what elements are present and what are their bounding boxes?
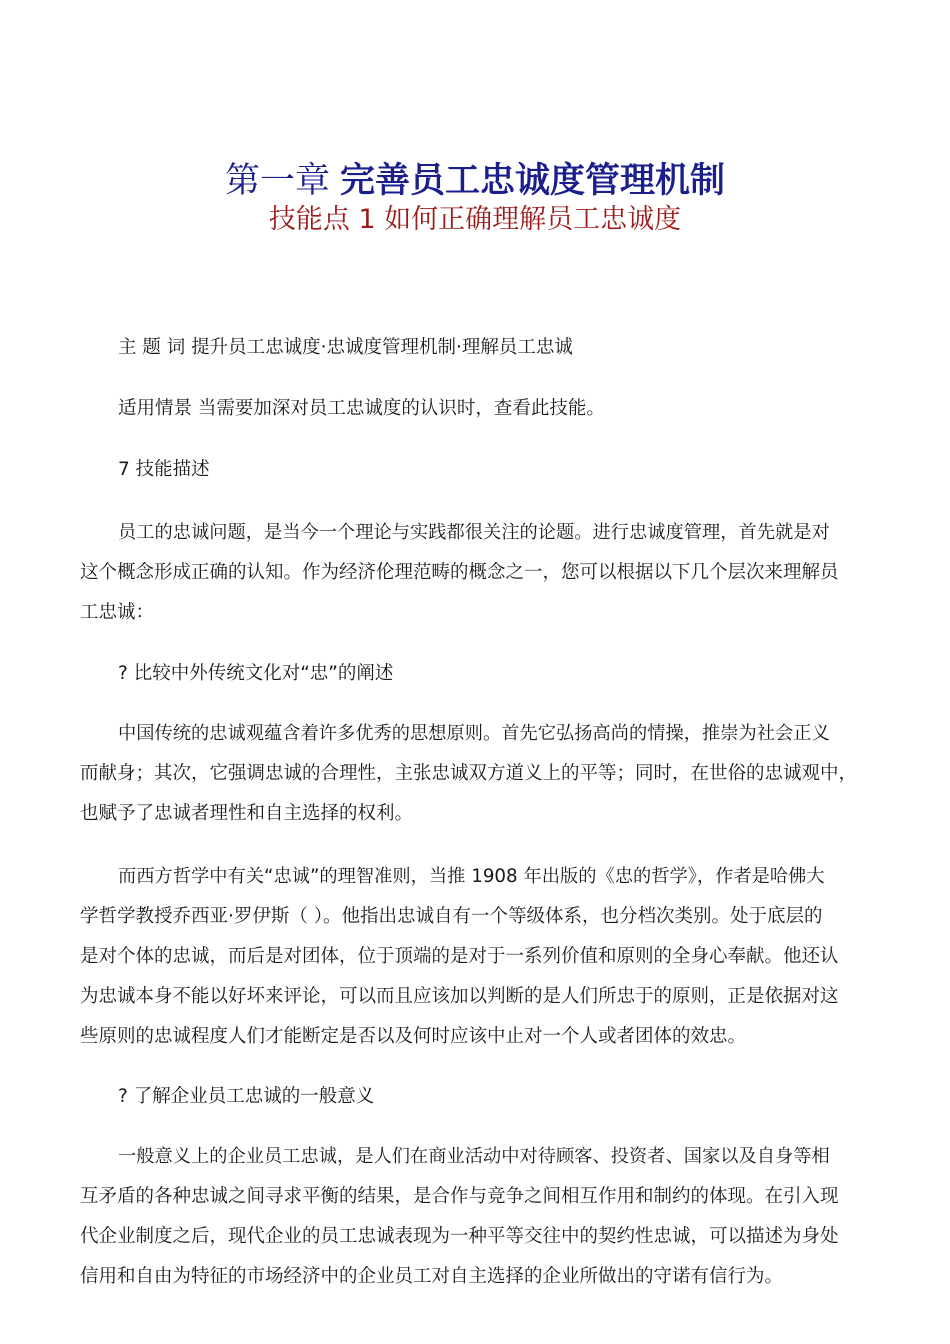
paragraph-line: 而西方哲学中有关“忠诚”的理智准则，当推 1908 年出版的《忠的哲学》，作者是哈佛大 [118, 866, 825, 887]
paragraph-chinese-tradition [80, 714, 870, 834]
paragraph-line: 互矛盾的各种忠诚之间寻求平衡的结果，是合作与竞争之间相互作用和制约的体现。在引入现 [80, 1186, 839, 1207]
keywords-line: 主 题 词 提升员工忠诚度·忠诚度管理机制·理解员工忠诚 [118, 337, 573, 358]
chapter-title [0, 158, 950, 204]
paragraph-intro [80, 513, 870, 633]
skill-point-subtitle: 技能点 1 如何正确理解员工忠诚度 [268, 204, 682, 235]
section-heading: 7 技能描述 [118, 459, 210, 480]
paragraph-general-meaning [80, 1137, 870, 1297]
bullet-heading-2: ? 了解企业员工忠诚的一般意义 [118, 1086, 375, 1107]
paragraph-line: 中国传统的忠诚观蕴含着许多优秀的思想原则。首先它弘扬高尚的情操，推崇为社会正义 [118, 723, 830, 744]
paragraph-line: 工忠诚： [80, 602, 155, 623]
paragraph-western-philosophy [80, 857, 870, 1057]
paragraph-line: 学哲学教授乔西亚·罗伊斯（ ）。他指出忠诚自有一个等级体系，也分档次类别。处于底层的 [80, 906, 823, 927]
paragraph-line: 一般意义上的企业员工忠诚，是人们在商业活动中对待顾客、投资者、国家以及自身等相 [118, 1146, 830, 1167]
paragraph-line: 员工的忠诚问题，是当今一个理论与实践都很关注的论题。进行忠诚度管理，首先就是对 [118, 522, 830, 543]
paragraph-line: 代企业制度之后，现代企业的员工忠诚表现为一种平等交往中的契约性忠诚，可以描述为身处 [80, 1226, 839, 1247]
paragraph-line: 是对个体的忠诚，而后是对团体，位于顶端的是对于一系列价值和原则的全身心奉献。他还认 [80, 946, 839, 967]
paragraph-line: 也赋予了忠诚者理性和自主选择的权利。 [80, 803, 414, 824]
bullet-heading-1: ? 比较中外传统文化对“忠”的阐述 [118, 663, 394, 684]
chapter-number: 第一章 [224, 161, 330, 201]
paragraph-line: 信用和自由为特征的市场经济中的企业员工对自主选择的企业所做出的守诺有信行为。 [80, 1266, 784, 1287]
paragraph-line: 这个概念形成正确的认知。作为经济伦理范畴的概念之一，您可以根据以下几个层次来理解员 [80, 562, 839, 583]
scenario-line: 适用情景 当需要加深对员工忠诚度的认识时，查看此技能。 [118, 398, 605, 419]
paragraph-line: 些原则的忠诚程度人们才能断定是否以及何时应该中止对一个人或者团体的效忠。 [80, 1026, 747, 1047]
paragraph-line: 为忠诚本身不能以好坏来评论，可以而且应该加以判断的是人们所忠于的原则，正是依据对这 [80, 986, 839, 1007]
paragraph-line: 而献身；其次，它强调忠诚的合理性，主张忠诚双方道义上的平等；同时，在世俗的忠诚观中， [80, 763, 858, 784]
chapter-heading: 完善员工忠诚度管理机制 [340, 161, 726, 201]
